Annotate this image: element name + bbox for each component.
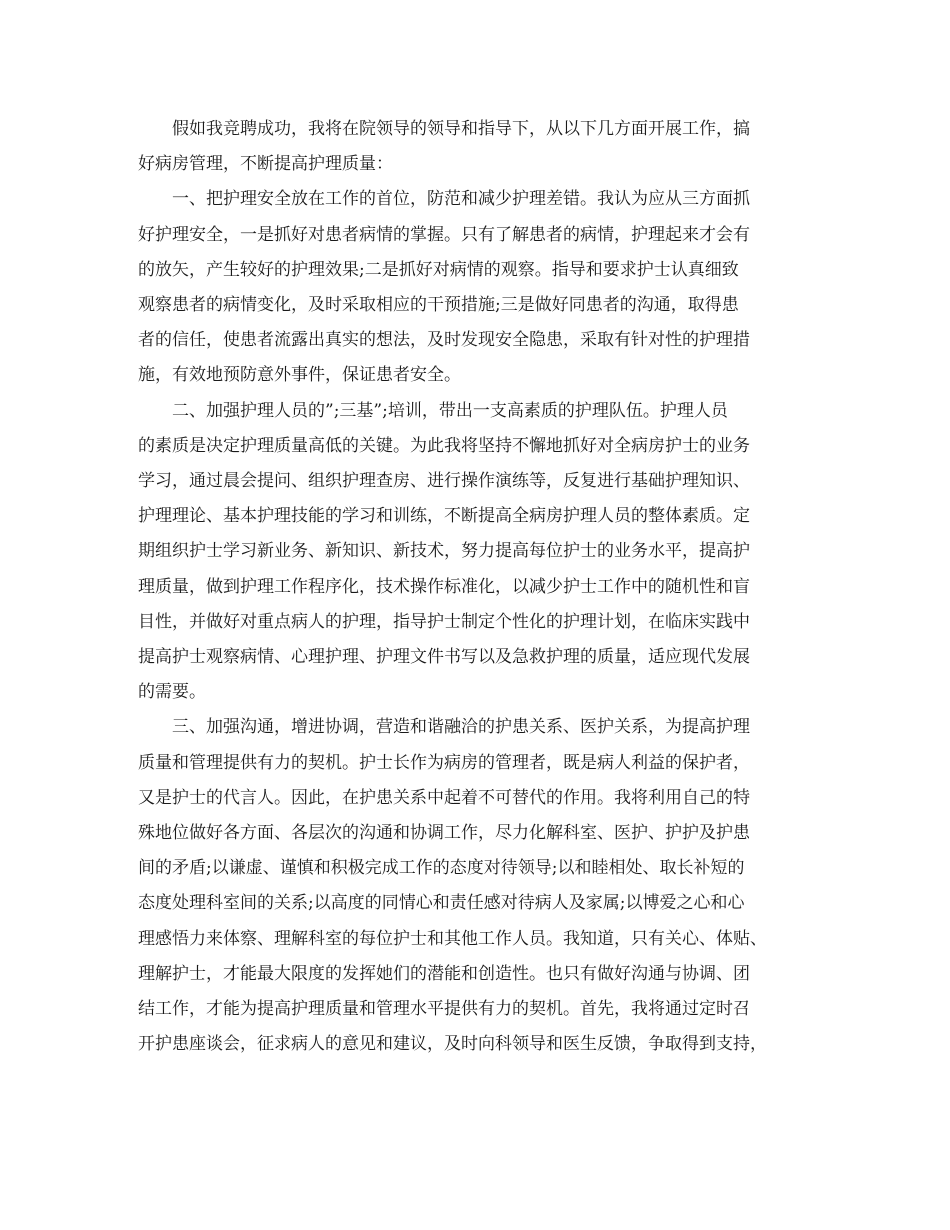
text-line: 又是护士的代言人。因此，在护患关系中起着不可替代的作用。我将利用自己的特 [138,787,750,808]
text-line: 理解护士，才能最大限度的发挥她们的潜能和创造性。也只有做好沟通与协调、团 [138,963,750,984]
text-line: 期组织护士学习新业务、新知识、新技术，努力提高每位护士的业务水平，提高护 [138,541,750,562]
paragraph-intro [138,112,818,182]
text-line: 的需要。 [138,682,206,703]
text-line: 殊地位做好各方面、各层次的沟通和协调工作，尽力化解科室、医护、护护及护患 [138,823,750,844]
text-line: 目性，并做好对重点病人的护理，指导护士制定个性化的护理计划，在临床实践中 [138,611,750,632]
text-line: 二、加强护理人员的”;三基”;培训，带出一支高素质的护理队伍。护理人员 [172,400,728,421]
text-line: 理质量，做到护理工作程序化，技术操作标准化，以减少护士工作中的随机性和盲 [138,576,750,597]
text-line: 三、加强沟通，增进协调，营造和谐融洽的护患关系、医护关系，为提高护理 [172,717,750,738]
document-body [138,112,818,1062]
text-line: 开护患座谈会，征求病人的意见和建议，及时向科领导和医生反馈，争取得到支持， [138,1034,767,1055]
text-line: 质量和管理提供有力的契机。护士长作为病房的管理者，既是病人利益的保护者， [138,752,750,773]
text-line: 观察患者的病情变化，及时采取相应的干预措施;三是做好同患者的沟通，取得患 [138,295,739,316]
text-line: 理感悟力来体察、理解科室的每位护士和其他工作人员。我知道，只有关心、体贴、 [138,928,767,949]
text-line: 一、把护理安全放在工作的首位，防范和减少护理差错。我认为应从三方面抓 [172,189,750,210]
text-line: 态度处理科室间的关系;以高度的同情心和责任感对待病人及家属;以博爱之心和心 [138,893,745,914]
text-line: 好护理安全，一是抓好对患者病情的掌握。只有了解患者的病情，护理起来才会有 [138,224,750,245]
text-line: 者的信任，使患者流露出真实的想法，及时发现安全隐患，采取有针对性的护理措 [138,330,750,351]
paragraph-safety [138,182,818,393]
text-line: 施，有效地预防意外事件，保证患者安全。 [138,365,461,386]
text-line: 的放矢，产生较好的护理效果;二是抓好对病情的观察。指导和要求护士认真细致 [138,259,739,280]
text-line: 间的矛盾;以谦虚、谨慎和积极完成工作的态度对待领导;以和睦相处、取长补短的 [138,858,745,879]
text-line: 假如我竞聘成功，我将在院领导的领导和指导下，从以下几方面开展工作，搞 [172,119,750,139]
text-line: 提高护士观察病情、心理护理、护理文件书写以及急救护理的质量，适应现代发展 [138,647,750,668]
text-line: 护理理论、基本护理技能的学习和训练，不断提高全病房护理人员的整体素质。定 [138,506,750,527]
text-line: 的素质是决定护理质量高低的关键。为此我将坚持不懈地抓好对全病房护士的业务 [138,435,750,456]
paragraph-communication [138,710,818,1062]
paragraph-training [138,394,818,711]
text-line: 好病房管理，不断提高护理质量： [138,154,393,175]
text-line: 学习，通过晨会提问、组织护理查房、进行操作演练等，反复进行基础护理知识、 [138,471,750,492]
text-line: 结工作，才能为提高护理质量和管理水平提供有力的契机。首先，我将通过定时召 [138,999,750,1020]
